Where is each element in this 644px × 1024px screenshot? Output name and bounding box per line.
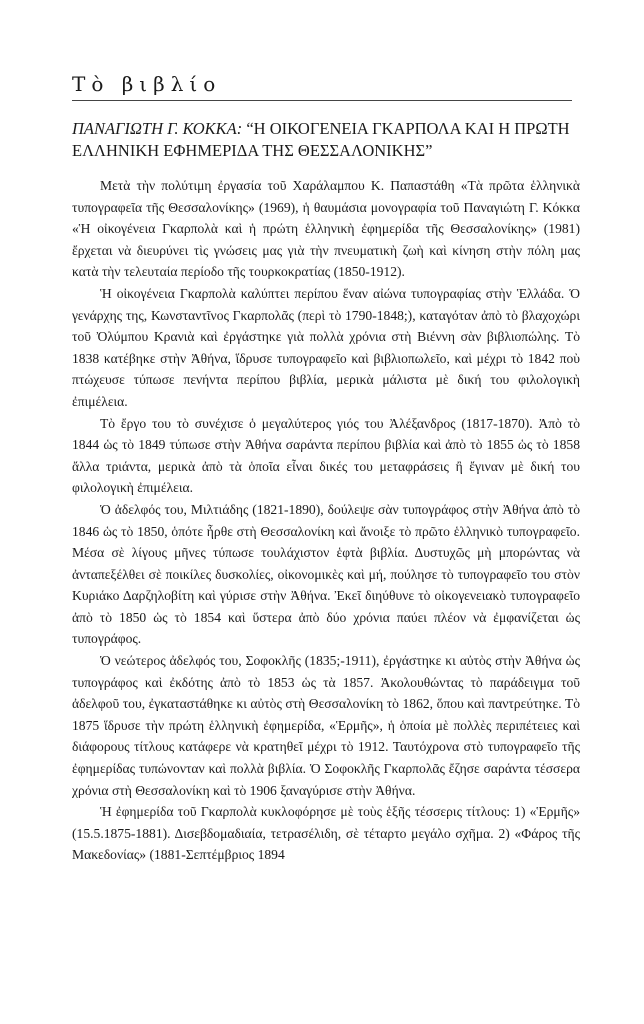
article-title <box>72 118 576 162</box>
paragraph-5: Ὁ νεώτερος ἀδελφός του, Σοφοκλῆς (1835;-1911), ἐργάστηκε κι αὐτὸς στὴν Ἀθήνα ὡς τυπογράφος καὶ ἐκδότης ἀπὸ τὸ 1853 ὡς τὰ 1857. Ἀκολουθώντας τὸ παράδειγμα τοῦ ἀδελφοῦ του, ἐγκαταστάθηκε κι αὐτὸς στὴ Θεσσαλονίκη τὸ 1862, ὅπου καὶ παντρεύτηκε. Τὸ 1875 ἵδρυσε τὴν πρώτη ἑλληνικὴ ἐφημερίδα, «Ἑρμῆς», ἡ ὁποία μὲ πολλὲς περιπέτειες καὶ διάφορους τίτλους κατάφερε νὰ κρατηθεῖ μέχρι τὸ 1912. Ταυτόχρονα στὸ τυπογραφεῖο τῆς ἐφημερίδας τυπώνονταν καὶ πολλὰ βιβλία. Ὁ Σοφοκλῆς Γκαρπολᾶς ἔζησε σαράντα τέσσερα χρόνια στὴ Θεσσαλονίκη καὶ τὸ 1906 ξαναγύρισε στὴν Ἀθήνα. <box>72 653 580 798</box>
paragraph-4: Ὁ ἀδελφός του, Μιλτιάδης (1821-1890), δούλεψε σὰν τυπογράφος στὴν Ἀθήνα ἀπὸ τὸ 1846 ὡς τὸ 1850, ὁπότε ἦρθε στὴ Θεσσαλονίκη καὶ ἄνοιξε τὸ πρῶτο ἑλληνικὸ τυπογραφεῖο. Μέσα σὲ λίγους μῆνες τύπωσε τουλάχιστον ἑφτὰ βιβλία. Δυστυχῶς μὴ μπορώντας νὰ ἀνταπεξέλθει σὲ ποικίλες δυσκολίες, οἰκονομικὲς καὶ μή, πούλησε τὸ τυπογραφεῖο του στὸν Κυριάκο Δαρζηλοβίτη καὶ γύρισε στὴν Ἀθήνα. Ἐκεῖ διηύθυνε τὸ οἰκογενειακὸ τυπογραφεῖο ἀπὸ τὸ 1850 ὡς τὸ 1854 καὶ ὕστερα ἀπὸ δύο χρόνια παύει πλέον νὰ ἐμφανίζεται ὡς τυπογράφος. <box>72 501 580 647</box>
paragraph-2: Ἡ οἰκογένεια Γκαρπολὰ καλύπτει περίπου ἕναν αἰώνα τυπογραφίας στὴν Ἑλλάδα. Ὁ γενάρχης της, Κωνσταντῖνος Γκαρπολᾶς (περὶ τὸ 1790-1848;), καταγόταν ἀπὸ τὸ βλαχοχώρι τοῦ Ὀλύμπου Κρανιὰ καὶ ἐργάστηκε γιὰ πολλὰ χρόνια στὴ Βιέννη σὰν βιβλιοπώλης. Τὸ 1838 κατέβηκε στὴν Ἀθήνα, ἵδρυσε τυπογραφεῖο καὶ βιβλιοπωλεῖο, καὶ μέχρι τὸ 1842 ποὺ πτώχευσε τύπωσε πενήντα περίπου βιβλία, μερικὰ μάλιστα μὲ δική του φιλολογικὴ ἐπιμέλεια. <box>72 285 580 409</box>
paragraph-3: Τὸ ἔργο του τὸ συνέχισε ὁ μεγαλύτερος γιός του Ἀλέξανδρος (1817-1870). Ἀπὸ τὸ 1844 ὡς τὸ 1849 τύπωσε στὴν Ἀθήνα σαράντα περίπου βιβλία καὶ ἀπὸ τὸ 1855 ὡς τὸ 1858 ἄλλα τριάντα, μερικὰ ἀπὸ τὰ ὁποῖα εἶναι δικές του μεταφράσεις ἢ ἔγιναν μὲ δική του φιλολογικὴ ἐπιμέλεια. <box>72 415 580 496</box>
body-text <box>72 175 580 866</box>
paragraph-6: Ἡ ἐφημερίδα τοῦ Γκαρπολὰ κυκλοφόρησε μὲ τοὺς ἑξῆς τέσσερις τίτλους: 1) «Ἑρμῆς» (15.5.1875-1881). Δισεβδομαδιαία, τετρασέλιδη, σὲ τέταρτο μεγάλο σχῆμα. 2) «Φάρος τῆς Μακεδονίας» (1881-Σεπτέμβριος 1894 <box>72 804 580 863</box>
section-title: Τὸ βιβλίο <box>72 72 222 96</box>
paragraph-1: Μετὰ τὴν πολύτιμη ἐργασία τοῦ Χαράλαμπου Κ. Παπαστάθη «Τὰ πρῶτα ἑλληνικὰ τυπογραφεῖα τῆς Θεσσαλονίκης» (1969), ἡ θαυμάσια μονογραφία τοῦ Παναγιώτη Γ. Κόκκα «Ἡ οἰκογένεια Γκαρπολὰ καὶ ἡ πρώτη ἑλληνικὴ ἐφημερίδα τῆς Θεσσαλονίκης» (1981) ἔρχεται νὰ διευρύνει τὶς γνώσεις μας γιὰ τὴν πνευματικὴ ζωὴ καὶ κίνηση στὴν πόλη μας κατὰ τὴν τελευταία περίοδο τῆς τουρκοκρατίας (1850-1912). <box>72 178 580 280</box>
section-header <box>72 72 572 101</box>
article-author: ΠΑΝΑΓΙΩΤΗ Γ. ΚΟΚΚΑ: <box>72 119 243 138</box>
article-heading: “Η ΟΙΚΟΓΕΝΕΙΑ ΓΚΑΡΠΟΛΑ ΚΑΙ Η ΠΡΩΤΗ ΕΛΛΗΝΙΚΗ ΕΦΗΜΕΡΙΔΑ ΤΗΣ ΘΕΣΣΑΛΟΝΙΚΗΣ” <box>72 119 570 160</box>
